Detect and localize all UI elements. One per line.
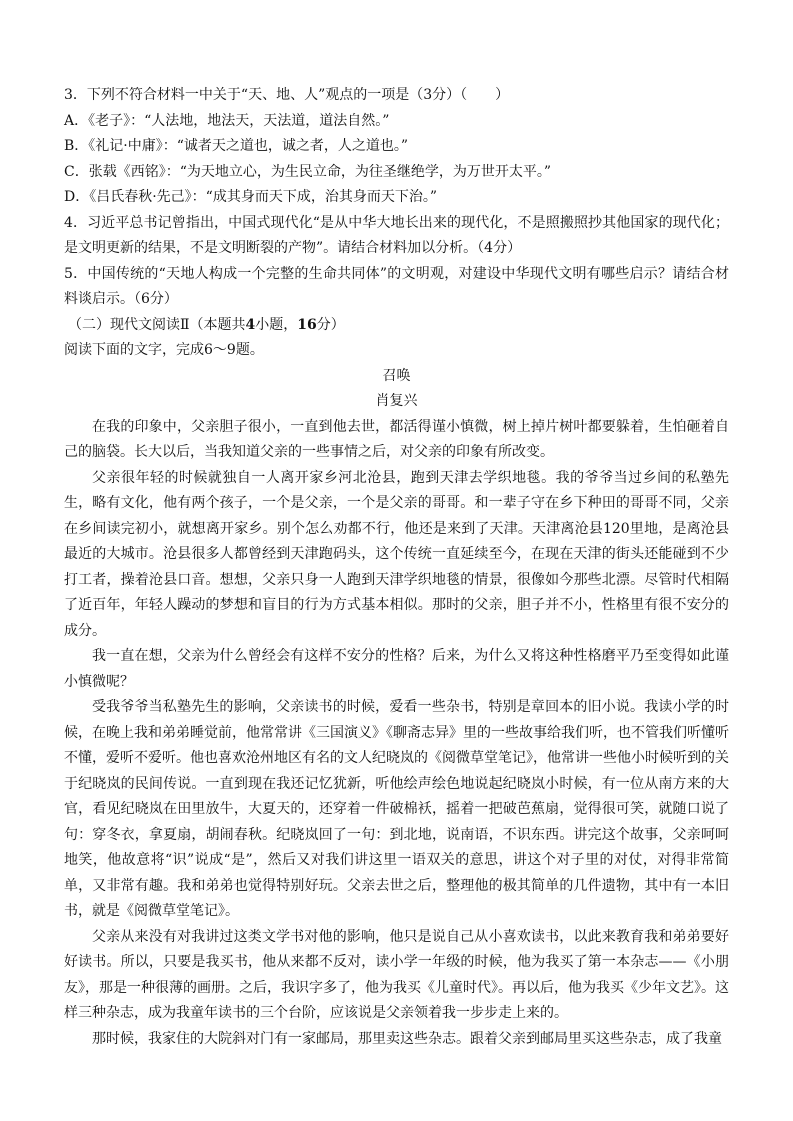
question-3-stem: 3．下列不符合材料一中关于“天、地、人”观点的一项是（3分）（ ）: [64, 87, 510, 103]
article-paragraph-1: 在我的印象中，父亲胆子很小，一直到他去世，都活得谨小慎微，树上掉片树叶都要躲着，生怕砸着自己的脑袋。长大以后，当我知道父亲的一些事情之后，对父亲的印象有所改变。: [64, 418, 729, 460]
section-heading-middle: 小题，: [255, 316, 298, 333]
question-4: 4．习近平总书记曾指出，中国式现代化“是从中华大地长出来的现代化，不是照搬照抄其他国家的现代化；是文明更新的结果，不是文明断裂的产物”。请结合材料加以分析。（4分）: [64, 214, 729, 256]
section-total-score: 16: [297, 316, 317, 333]
section-heading-prefix: （二）现代文阅读Ⅱ（本题共: [68, 316, 246, 333]
article-paragraph-5: 父亲从来没有对我讲过这类文学书对他的影响，他只是说自己从小喜欢读书，以此来教育我和弟弟要好好读书。所以，只要是我买书，他从来都不反对，读小学一年级的时候，他为我买了第一本杂志——《小朋友》，那是一种很薄的画册。之后，我识字多了，他为我买《儿童时代》。再以后，他为我买《少年文艺》。这样三种杂志，成为我童年读书的三个台阶，应该说是父亲领着我一步步走上来的。: [64, 928, 729, 1021]
article-paragraph-6: 那时候，我家住的大院斜对门有一家邮局，那里卖这些杂志。跟着父亲到邮局里买这些杂志，成了我童: [92, 1030, 722, 1047]
question-3-option-a: A．《老子》：“人法地，地法天，天法道，道法自然。”: [64, 112, 390, 129]
article-author: 肖复兴: [375, 393, 418, 409]
section-question-count: 4: [245, 316, 256, 333]
article-paragraph-4: 受我爷爷当私塾先生的影响，父亲读书的时候，爱看一些杂书，特别是章回本的旧小说。我读小学的时候，在晚上我和弟弟睡觉前，他常常讲《三国演义》《聊斋志异》里的一些故事给我们听，也不管我们听懂听不懂，爱听不爱听。他也喜欢沧州地区有名的文人纪晓岚的《阅微草堂笔记》，他常讲一些他小时候听到的关于纪晓岚的民间传说。一直到现在我还记忆犹新，听他绘声绘色地说起纪晓岚小时候，有一位从南方来的大官，看见纪晓岚在田里放牛，大夏天的，还穿着一件破棉袄，摇着一把破芭蕉扇，觉得很可笑，就随口说了句：穿冬衣，拿夏扇，胡闹春秋。纪晓岚回了一句：到北地，说南语，不识东西。讲完这个故事，父亲呵呵地笑，他故意将“识”说成“是”，然后又对我们讲这里一语双关的意思，讲这个对子里的对仗，对得非常简单，又非常有趣。我和弟弟也觉得特别好玩。父亲去世之后，整理他的极其简单的几件遗物，其中有一本旧书，就是《阅微草堂笔记》。: [64, 699, 729, 919]
article-title: 召唤: [382, 367, 411, 384]
question-3-option-c: C．张载《西铭》：“为天地立心，为生民立命，为往圣继绝学，为万世开太平。”: [64, 163, 552, 180]
question-3-option-d: D．《吕氏春秋·先己》：“成其身而天下成，治其身而天下治。”: [64, 189, 437, 205]
article-paragraph-3: 我一直在想，父亲为什么曾经会有这样不安分的性格？后来，为什么又将这种性格磨平乃至变得如此谨小慎微呢？: [64, 648, 729, 690]
question-5: 5．中国传统的“天地人构成一个完整的生命共同体”的文明观，对建设中华现代文明有哪些启示？请结合材料谈启示。（6分）: [64, 265, 729, 307]
section-heading: [64, 313, 729, 339]
section-heading-suffix: 分）: [316, 316, 345, 333]
article-paragraph-2: 父亲很年轻的时候就独自一人离开家乡河北沧县，跑到天津去学织地毯。我的爷爷当过乡间的私塾先生，略有文化，他有两个孩子，一个是父亲，一个是父亲的哥哥。和一辈子守在乡下种田的哥哥不同，父亲在乡间读完初小，就想离开家乡。别个怎么劝都不行，他还是来到了天津。天津离沧县120里地，是离沧县最近的大城市。沧县很多人都曾经到天津跑码头，这个传统一直延续至今，在现在天津的街头还能碰到不少打工者，操着沧县口音。想想，父亲只身一人跑到天津学织地毯的情景，很像如今那些北漂。尽管时代相隔了近百年，年轻人躁动的梦想和盲目的行为方式基本相似。那时的父亲，胆子并不小，性格里有很不安分的成分。: [64, 469, 729, 639]
question-3-option-b: B．《礼记·中庸》：“诚者天之道也，诚之者，人之道也。”: [64, 138, 409, 154]
section-instruction: 阅读下面的文字，完成6～9题。: [64, 342, 264, 358]
